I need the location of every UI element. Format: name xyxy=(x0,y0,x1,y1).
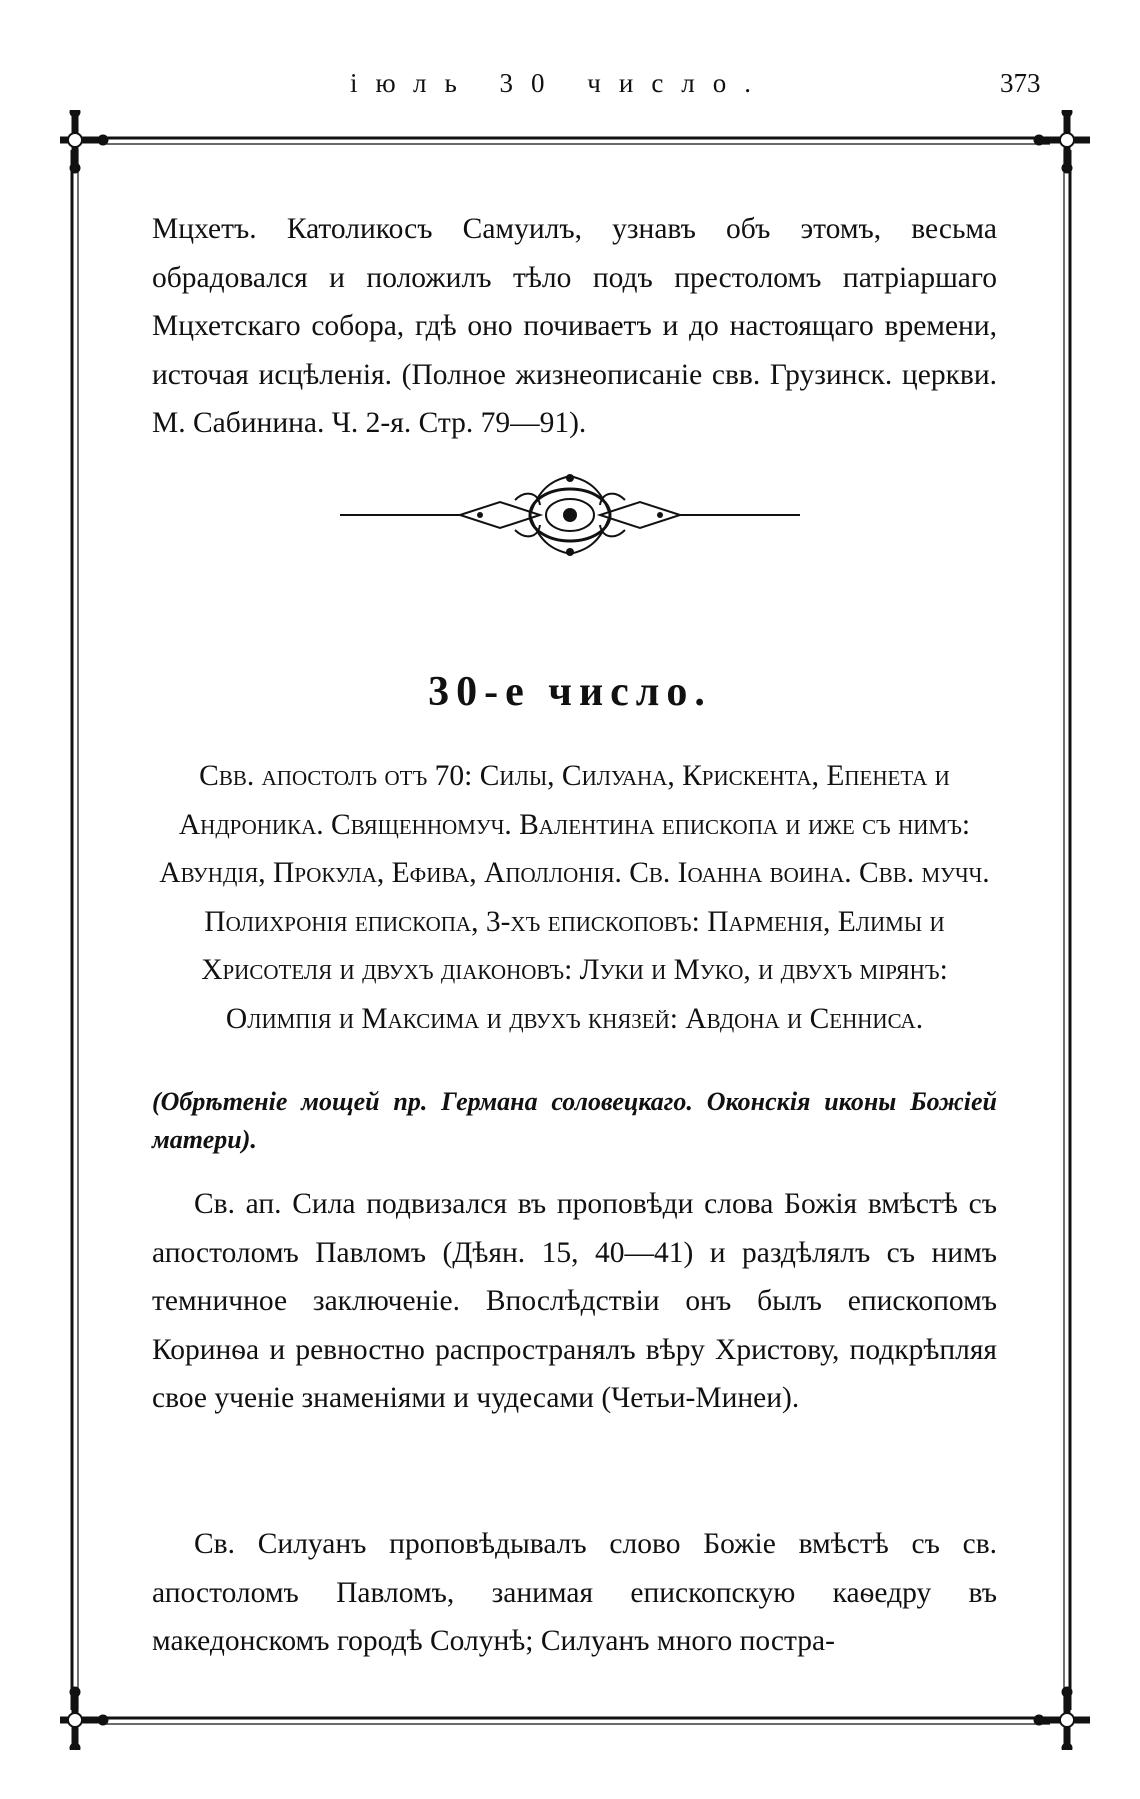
ornamental-divider xyxy=(340,470,800,560)
saints-list xyxy=(152,752,997,1043)
commemoration-note xyxy=(152,1083,997,1159)
intro-block xyxy=(152,205,997,448)
running-title: іюль 30 число. xyxy=(350,68,770,98)
body-paragraph-1: Св. ап. Сила подвизался въ проповѣди слова Божія вмѣстѣ съ апостоломъ Павломъ (Дѣян. 15, 40—41) и раздѣлялъ съ нимъ темничное заключеніе. Впослѣдствіи онъ былъ епископомъ Коринѳа и ревностно распространялъ вѣру Христову, подкрѣпляя свое ученіе знаменіями и чудесами (Четьи-Минеи). xyxy=(152,1188,997,1414)
body-block-2 xyxy=(152,1520,997,1666)
body-paragraph-2: Св. Силуанъ проповѣдывалъ слово Божіе вмѣстѣ съ св. апостоломъ Павломъ, занимая епископскую каѳедру въ македонскомъ городѣ Солунѣ; Силуанъ много постра- xyxy=(152,1528,997,1657)
intro-paragraph: Мцхетъ. Католикосъ Самуилъ, узнавъ объ этомъ, весьма обрадовался и положилъ тѣло подъ престоломъ патріаршаго Мцхетскаго собора, гдѣ оно почиваетъ и до настоящаго времени, источая исцѣленія. (Полное жизнеописаніе свв. Грузинск. церкви. М. Сабинина. Ч. 2-я. Стр. 79—91). xyxy=(152,213,997,439)
section-title: 30-е число. xyxy=(428,669,712,715)
saints-list-text: Свв. апостолъ отъ 70: Силы, Силуана, Крискента, Епенета и Андроника. Священномуч. Валентина епископа и иже съ нимъ: Авундія, Прокула, Ефива, Аполлонія. Св. Іоанна воина. Свв. мучч. Полихронія епископа, 3-хъ епископовъ: Парменія, Елимы и Хрисотеля и двухъ діаконовъ: Луки и Муко, и двухъ мірянъ: Олимпія и Максима и двухъ князей: Авдона и Сенниса. xyxy=(159,760,990,1035)
scroll-ornament-icon xyxy=(340,470,800,560)
body-block-1 xyxy=(152,1180,997,1423)
commemoration-text: (Обрѣтеніе мощей пр. Германа соловецкаго. Оконскія иконы Божіей матери). xyxy=(152,1087,997,1154)
page-number: 373 xyxy=(1000,68,1041,98)
running-head xyxy=(0,68,1140,108)
